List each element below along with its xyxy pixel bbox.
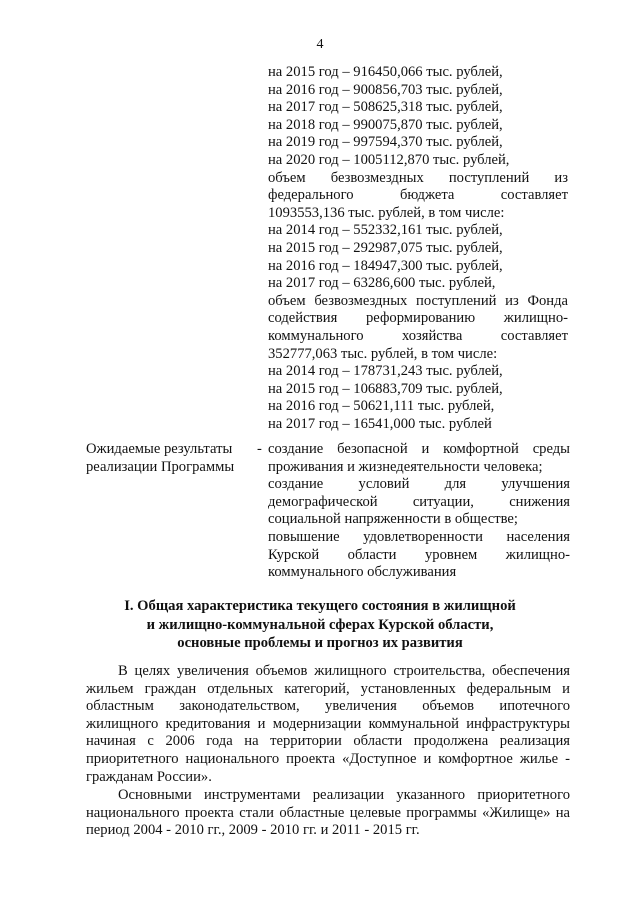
heading-line: и жилищно-коммунальной сферах Курской области, — [146, 616, 494, 633]
heading-line: I. Общая характеристика текущего состояния в жилищной — [124, 598, 516, 614]
funding-line: на 2014 год – 552332,161 тыс. рублей, — [268, 222, 503, 239]
paragraph-line: жильем граждан отдельных категорий, установленных федеральным и — [86, 680, 570, 697]
expected-results-label — [86, 441, 254, 476]
funding-line: объем безвозмездных поступлений из Фонда — [268, 292, 568, 309]
paragraph-line: гражданам России». — [86, 768, 212, 785]
funding-line: на 2016 год – 900856,703 тыс. рублей, — [268, 81, 503, 98]
result-line: Курской области уровнем жилищно- — [268, 546, 570, 563]
funding-line: 1093553,136 тыс. рублей, в том числе: — [268, 204, 505, 221]
page-number: 4 — [316, 37, 324, 52]
result-line: повышение удовлетворенности населения — [268, 528, 570, 545]
expected-results-text — [268, 441, 570, 582]
result-line: создание безопасной и комфортной среды — [268, 441, 570, 457]
label-line: Ожидаемые результаты — [86, 441, 233, 457]
funding-line: на 2014 год – 178731,243 тыс. рублей, — [268, 363, 503, 380]
funding-line: коммунального хозяйства составляет — [268, 327, 568, 344]
paragraph-line: период 2004 - 2010 гг., 2009 - 2010 гг. и 2011 - 2015 гг. — [86, 822, 420, 839]
heading-line: основные проблемы и прогноз их развития — [177, 635, 463, 651]
paragraph-line: областным законодательством, увеличения объемов ипотечного — [86, 698, 570, 715]
paragraph-line: национального проекта стали областные целевые программы «Жилище» на — [86, 804, 570, 821]
body-paragraph — [86, 787, 570, 840]
funding-line: на 2016 год – 50621,111 тыс. рублей, — [268, 398, 495, 415]
funding-line: на 2016 год – 184947,300 тыс. рублей, — [268, 257, 503, 274]
body-paragraph — [86, 663, 570, 786]
funding-line: на 2015 год – 292987,075 тыс. рублей, — [268, 239, 503, 256]
funding-schedule — [268, 64, 568, 433]
funding-line: на 2017 год – 63286,600 тыс. рублей, — [268, 275, 496, 292]
funding-line: на 2018 год – 990075,870 тыс. рублей, — [268, 116, 503, 133]
funding-line: на 2015 год – 106883,709 тыс. рублей, — [268, 380, 503, 397]
paragraph-line: начиная с 2006 года на территории области продолжена реализация — [86, 733, 570, 750]
funding-line: федерального бюджета составляет — [268, 187, 568, 204]
result-line: демографической ситуации, снижения — [268, 493, 570, 510]
funding-line: содействия реформированию жилищно- — [268, 310, 568, 327]
funding-line: 352777,063 тыс. рублей, в том числе: — [268, 345, 498, 362]
paragraph-line: жилищного кредитования и модернизации коммунальной инфраструктуры — [86, 715, 570, 732]
label-line: реализации Программы — [86, 458, 235, 475]
section-heading — [0, 597, 640, 653]
funding-line: объем безвозмездных поступлений из — [268, 169, 568, 186]
funding-line: на 2017 год – 16541,000 тыс. рублей — [268, 415, 492, 432]
paragraph-line: В целях увеличения объемов жилищного строительства, обеспечения — [118, 663, 570, 679]
result-line: создание условий для улучшения — [268, 476, 570, 493]
result-line: коммунального обслуживания — [268, 564, 457, 581]
result-line: проживания и жизнедеятельности человека; — [268, 458, 543, 475]
funding-line: на 2017 год – 508625,318 тыс. рублей, — [268, 99, 503, 116]
funding-line: на 2015 год – 916450,066 тыс. рублей, — [268, 64, 503, 80]
label-dash: - — [257, 441, 262, 457]
result-line: социальной напряженности в обществе; — [268, 511, 518, 528]
paragraph-line: приоритетного национального проекта «Доступное и комфортное жилье - — [86, 750, 570, 767]
paragraph-line: Основными инструментами реализации указанного приоритетного — [118, 787, 570, 803]
funding-line: на 2020 год – 1005112,870 тыс. рублей, — [268, 151, 510, 168]
funding-line: на 2019 год – 997594,370 тыс. рублей, — [268, 134, 503, 151]
